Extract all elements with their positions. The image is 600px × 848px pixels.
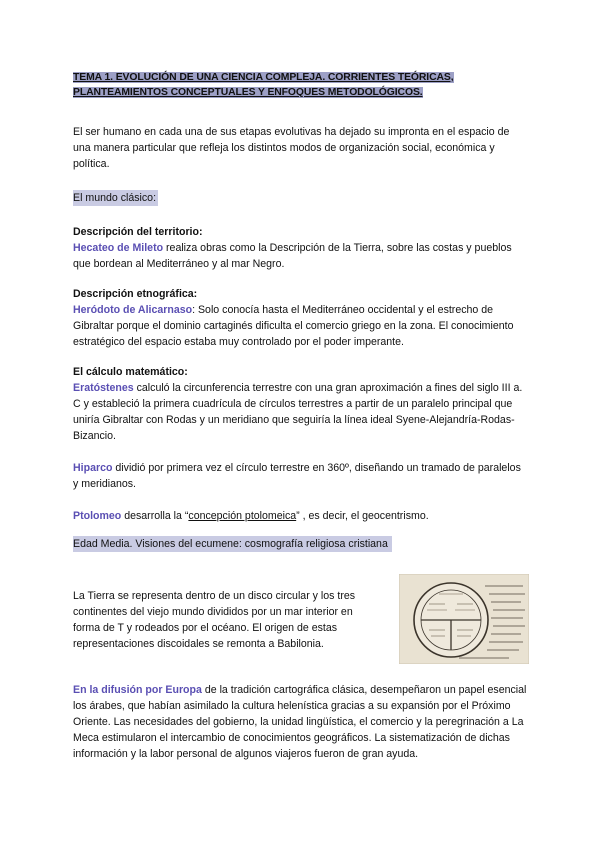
intro-paragraph: El ser humano en cada una de sus etapas evolutivas ha dejado su impronta en el espacio de una manera particular que refleja los distintos modos de organización social, económica y política. (73, 126, 510, 170)
document-page (73, 70, 529, 762)
title-line-2: PLANTEAMIENTOS CONCEPTUALES Y ENFOQUES METODOLÓGICOS. (73, 87, 423, 98)
name-difusion: En la difusión por Europa (73, 684, 202, 696)
subheading-etnografica: Descripción etnográfica: (73, 288, 198, 300)
paragraph-difusion (73, 682, 529, 762)
paragraph-tierra: La Tierra se representa dentro de un disco circular y los tres continentes del viejo mundo divididos por un mar interior en forma de T y rodeados por el océano. El origen de estas representaciones discoidales se remonta a Babilonia. (73, 590, 356, 650)
text-hiparco: dividió por primera vez el círculo terrestre en 360º, diseñando un tramado de paralelos y meridianos. (73, 462, 521, 490)
name-ptolomeo: Ptolomeo (73, 510, 122, 522)
block-descripcion-etnografica (73, 286, 529, 350)
subheading-calculo: El cálculo matemático: (73, 366, 188, 378)
paragraph-eratostenes (73, 380, 529, 444)
title-line-1: TEMA 1. EVOLUCIÓN DE UNA CIENCIA COMPLEJA. CORRIENTES TEÓRICAS, (73, 72, 454, 83)
text-ptolomeo-before: desarrolla la “ (121, 510, 189, 522)
document-title (73, 70, 529, 100)
paragraph-hiparco (73, 460, 529, 492)
paragraph-territorio (73, 240, 529, 272)
t-o-map-icon (399, 574, 529, 664)
name-hecateo: Hecateo de Mileto (73, 242, 164, 254)
section-heading-edad-media: Edad Media. Visiones del ecumene: cosmografía religiosa cristiana (73, 536, 392, 552)
text-difusion: de la tradición cartográfica clásica, desempeñaron un papel esencial los árabes, que habían asimilado la cultura helenística gracias a su expansión por el Próximo Oriente. Las necesidades del gobierno, la unidad lingüística, el comercio y la peregrinación a La Meca estimularon el intercambio de conocimientos geográficos. La sistematización de dichas información y la labor personal de algunos viajeros fueron de gran ayuda. (73, 684, 527, 760)
paragraph-etnografica (73, 302, 529, 350)
text-territorio: realiza obras como la Descripción de la Tierra, sobre las costas y pueblos que bordean al Mediterráneo y al mar Negro. (73, 242, 512, 270)
name-herodoto: Heródoto de Alicarnaso (73, 304, 193, 316)
name-eratostenes: Eratóstenes (73, 382, 134, 394)
block-calculo (73, 364, 529, 444)
text-etnografica: : Solo conocía hasta el Mediterráneo occidental y el estrecho de Gibraltar porque el dominio cartaginés dificulta el comercio griego en la zona. El conocimiento estratégico del espacio estaba muy controlado por el poder imperante. (73, 304, 514, 348)
block-descripcion-territorio (73, 224, 529, 272)
block-tierra (73, 574, 529, 654)
paragraph-ptolomeo (73, 508, 529, 524)
text-eratostenes: calculó la circunferencia terrestre con una gran aproximación a fines del siglo III a. C y estableció la primera cuadrícula de círculos terrestres a partir de un paralelo principal que uniría Gibraltar con Rodas y un meridiano que seguiría la línea ideal Syene-Alejandría-Rodas-Bizancio. (73, 382, 523, 442)
name-hiparco: Hiparco (73, 462, 113, 474)
link-concepcion-ptolomeica[interactable]: concepción ptolomeica (188, 510, 297, 522)
subheading-territorio: Descripción del territorio: (73, 226, 203, 238)
section-heading-clasico: El mundo clásico: (73, 192, 157, 204)
text-ptolomeo-after: ” , es decir, el geocentrismo. (296, 510, 429, 522)
